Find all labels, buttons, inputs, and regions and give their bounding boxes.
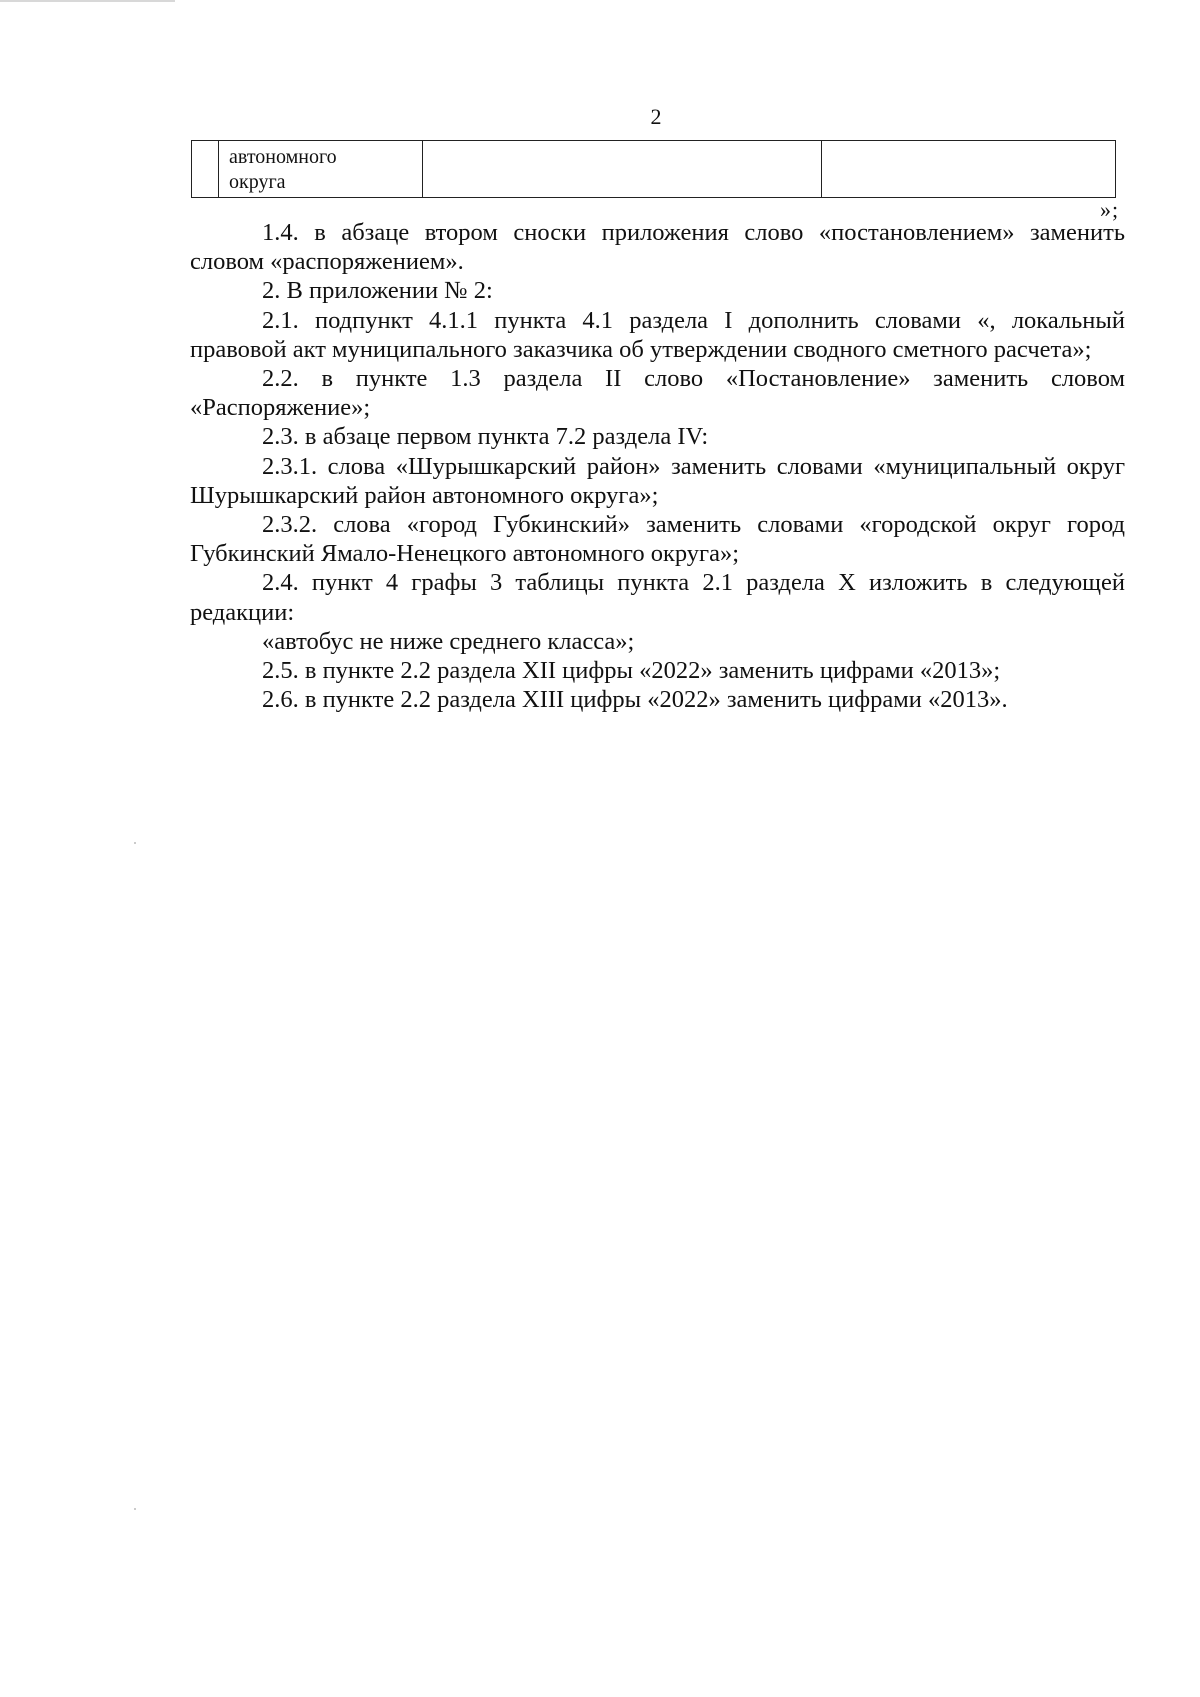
paragraph-quote: «автобус не ниже среднего класса»;	[262, 627, 635, 655]
table-cell-region	[219, 141, 423, 199]
table-closing-quote: »;	[1100, 197, 1120, 222]
paragraph-2-3-2: 2.3.2. слова «город Губкинский» заменить словами «городской округ город Губкинский Ямало-Ненецкого автономного округа»;	[190, 511, 1125, 568]
paragraph-2-3-1: 2.3.1. слова «Шурышкарский район» заменить словами «муниципальный округ Шурышкарский район автономного округа»;	[190, 452, 1125, 509]
table-cell-empty	[423, 141, 822, 199]
page-number: 2	[650, 104, 662, 129]
paragraph-1-4: 1.4. в абзаце втором сноски приложения слово «постановлением» заменить словом «распоряжением».	[190, 219, 1125, 276]
table-bottom-border	[191, 197, 1116, 198]
scan-edge	[0, 0, 175, 2]
paragraph-2-5: 2.5. в пункте 2.2 раздела XII цифры «2022» заменить цифрами «2013»;	[262, 657, 1001, 685]
table-cell-empty	[192, 141, 219, 199]
table-cell-empty	[822, 141, 1116, 199]
paragraph-2-4: 2.4. пункт 4 графы 3 таблицы пункта 2.1 раздела X изложить в следующей редакции:	[190, 569, 1125, 626]
table-row	[192, 141, 1116, 199]
table-cell-text-line1: автономного	[229, 146, 337, 168]
document-body	[190, 218, 1125, 714]
paragraph-2-6: 2.6. в пункте 2.2 раздела XIII цифры «2022» заменить цифрами «2013».	[262, 686, 1008, 714]
paragraph-2-2: 2.2. в пункте 1.3 раздела II слово «Постановление» заменить словом «Распоряжение»;	[190, 365, 1125, 422]
table-cell-text-line2: округа	[229, 171, 286, 193]
scan-speck	[134, 842, 136, 844]
paragraph-2: 2. В приложении № 2:	[262, 277, 493, 305]
paragraph-2-1: 2.1. подпункт 4.1.1 пункта 4.1 раздела I дополнить словами «, локальный правовой акт муниципального заказчика об утверждении сводного сметного расчета»;	[190, 306, 1125, 363]
scan-speck	[134, 1508, 136, 1510]
paragraph-2-3: 2.3. в абзаце первом пункта 7.2 раздела IV:	[262, 423, 709, 451]
continued-table	[191, 140, 1116, 198]
